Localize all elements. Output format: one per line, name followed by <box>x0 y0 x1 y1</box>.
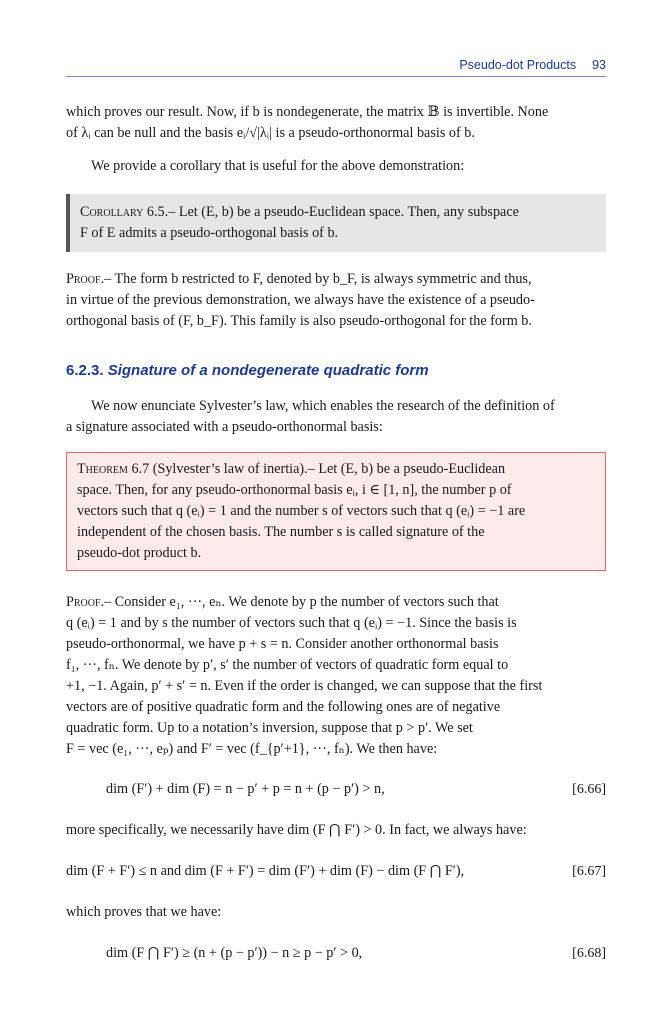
paragraph-proves: which proves that we have: <box>66 904 222 920</box>
equation-formula: dim (F′) + dim (F) = n − p′ + p = n + (p − p′) > n, <box>106 781 385 797</box>
theorem-number: 6.7 <box>131 461 150 477</box>
running-header <box>66 56 606 77</box>
theorem-line-1 <box>77 459 595 480</box>
corollary-box <box>66 194 606 252</box>
proof-line-1 <box>66 269 606 290</box>
page-number: 93 <box>592 58 606 72</box>
equation-number: [6.68] <box>572 946 606 961</box>
paragraph-corollary-intro: We provide a corollary that is useful for the above demonstration: <box>91 158 465 174</box>
theorem-label: Theorem <box>77 461 128 477</box>
equation-6-66 <box>66 779 606 800</box>
header-text <box>459 58 606 72</box>
text-line: f₁, ···, fₙ. We denote by p′, s′ the number of vectors of quadratic form equal to <box>66 657 509 673</box>
text-line: which proves our result. Now, if b is nondegenerate, the matrix 𝔹 is invertible. None <box>66 104 549 120</box>
text-line: +1, −1. Again, p′ + s′ = n. Even if the order is changed, we can suppose that the first <box>66 678 543 694</box>
paragraph-sylvester-intro <box>66 396 606 438</box>
equation-formula: dim (F + F′) ≤ n and dim (F + F′) = dim (F′) + dim (F) − dim (F ⋂ F′), <box>66 863 465 879</box>
page-body <box>66 102 606 964</box>
section-title: Signature of a nondegenerate quadratic form <box>107 362 429 379</box>
text-line: q (eᵢ) = 1 and by s the number of vectors such that q (eᵢ) = −1. Since the basis is <box>66 615 517 631</box>
equation-6-67 <box>66 861 606 882</box>
paragraph-specifically: more specifically, we necessarily have dim (F ⋂ F′) > 0. In fact, we always have: <box>66 822 527 838</box>
text-line: vectors are of positive quadratic form and the following ones are of negative <box>66 699 501 715</box>
text-line: pseudo-orthonormal, we have p + s = n. Consider another orthonormal basis <box>66 636 499 652</box>
text-line: independent of the chosen basis. The number s is called signature of the <box>77 524 485 540</box>
proof-2 <box>66 592 606 760</box>
proof-label: Proof.– <box>66 594 112 610</box>
corollary-number: 6.5.– <box>146 204 176 220</box>
running-title: Pseudo-dot Products <box>459 58 577 72</box>
text-line: F = vec (e₁, ···, eₚ) and F′ = vec (f_{p′+1}, ···, fₙ). We then have: <box>66 741 438 757</box>
text-line: Let (E, b) be a pseudo-Euclidean space. Then, any subspace <box>178 204 519 220</box>
text-line: vectors such that q (eᵢ) = 1 and the number s of vectors such that q (eᵢ) = −1 are <box>77 503 526 519</box>
proof-line-1 <box>66 592 606 613</box>
text-line: quadratic form. Up to a notation’s inversion, suppose that p > p′. We set <box>66 720 473 736</box>
theorem-box <box>66 452 606 571</box>
section-number: 6.2.3. <box>66 362 104 379</box>
text-line: The form b restricted to F, denoted by b_F, is always symmetric and thus, <box>114 271 532 287</box>
corollary-label: Corollary <box>80 204 144 220</box>
paragraph-conclusion <box>66 102 606 144</box>
text-line: in virtue of the previous demonstration, we always have the existence of a pseudo- <box>66 292 535 308</box>
equation-number: [6.66] <box>572 782 606 797</box>
text-line: F of E admits a pseudo-orthogonal basis of b. <box>80 225 339 241</box>
equation-6-68 <box>66 943 606 964</box>
equation-number: [6.67] <box>572 864 606 879</box>
equation-formula: dim (F ⋂ F′) ≥ (n + (p − p′)) − n ≥ p − p′ > 0, <box>106 945 363 961</box>
text-line: We now enunciate Sylvester’s law, which enables the research of the definition of <box>91 398 555 414</box>
text-line: a signature associated with a pseudo-orthonormal basis: <box>66 419 383 435</box>
corollary-line-1 <box>80 202 596 223</box>
text-line: (Sylvester’s law of inertia).– Let (E, b) be a pseudo-Euclidean <box>152 461 506 477</box>
proof-1 <box>66 269 606 332</box>
text-line: space. Then, for any pseudo-orthonormal basis eᵢ, i ∈ [1, n], the number p of <box>77 482 512 498</box>
text-line: of λᵢ can be null and the basis eᵢ/√|λᵢ| is a pseudo-orthonormal basis of b. <box>66 125 475 141</box>
text-line: orthogonal basis of (F, b_F). This family is also pseudo-orthogonal for the form b. <box>66 313 532 329</box>
proof-label: Proof.– <box>66 271 112 287</box>
text-line: pseudo-dot product b. <box>77 545 202 561</box>
section-heading <box>66 360 606 381</box>
text-line: Consider e₁, ···, eₙ. We denote by p the number of vectors such that <box>114 594 499 610</box>
